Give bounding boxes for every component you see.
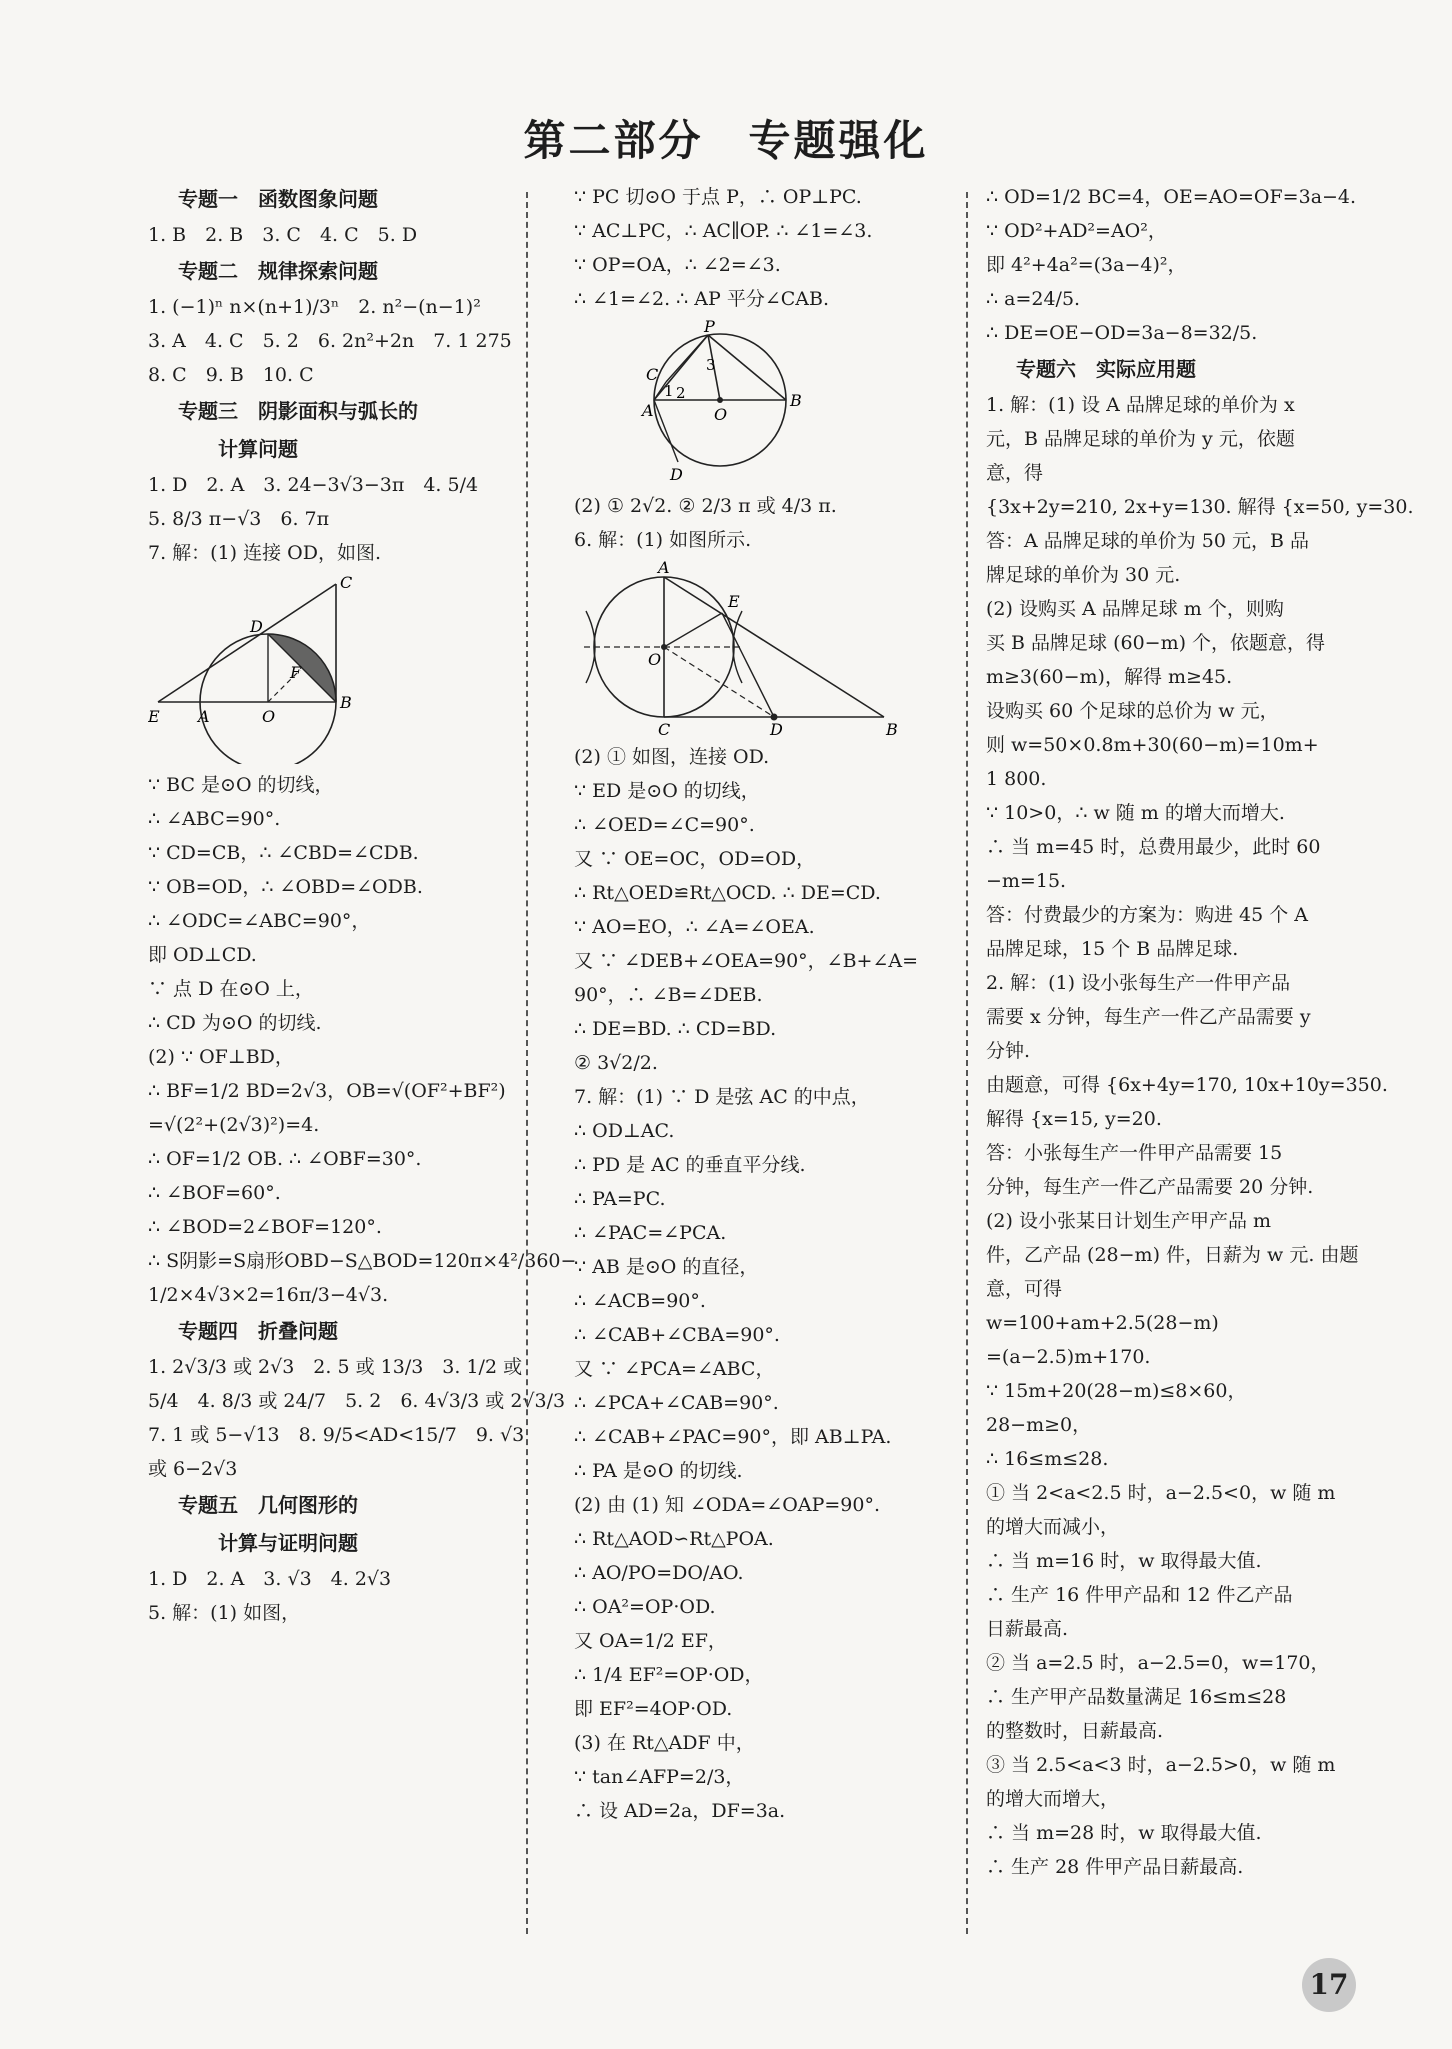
- answer-line: (2) 由 (1) 知 ∠ODA=∠OAP=90°.: [574, 1494, 880, 1516]
- answer-line: w=100+am+2.5(28−m): [986, 1312, 1219, 1334]
- answer-line: ∴ ∠BOD=2∠BOF=120°.: [148, 1216, 382, 1238]
- answer-line: 1. (−1)ⁿ n×(n+1)/3ⁿ 2. n²−(n−1)²: [148, 296, 481, 318]
- answer-line: 品牌足球，15 个 B 品牌足球.: [986, 938, 1239, 960]
- answer-line: ∴ ∠ODC=∠ABC=90°，: [148, 910, 371, 932]
- answer-line: ∴ OD⊥AC.: [574, 1120, 675, 1142]
- answer-line: 1 800.: [986, 768, 1047, 790]
- answer-line: 1. D 2. A 3. √3 4. 2√3: [148, 1568, 392, 1590]
- answer-line: 元，B 品牌足球的单价为 y 元，依题: [986, 428, 1295, 450]
- answer-line: 即 EF²=4OP·OD.: [574, 1698, 733, 1720]
- section-heading: 专题三 阴影面积与弧长的: [178, 399, 418, 423]
- answer-line: ∵ CD=CB，∴ ∠CBD=∠CDB.: [148, 842, 419, 864]
- page-title: 第二部分 专题强化: [523, 116, 929, 165]
- geometry-figure-tangent-semicircle: [148, 574, 448, 764]
- fig-label: C: [658, 720, 671, 736]
- fig-label: P: [704, 320, 715, 336]
- answer-line: 设购买 60 个足球的总价为 w 元，: [986, 700, 1279, 722]
- answer-line: (2) 设小张某日计划生产甲产品 m: [986, 1210, 1272, 1232]
- answer-line: 又 ∵ ∠PCA=∠ABC，: [574, 1358, 775, 1380]
- fig-label: 3: [706, 356, 716, 374]
- answer-line: ∵ OP=OA，∴ ∠2=∠3.: [574, 254, 781, 276]
- answer-line: ∴ ∠CAB+∠CBA=90°.: [574, 1324, 780, 1346]
- answer-line: ∴ ∠PAC=∠PCA.: [574, 1222, 727, 1244]
- answer-line: 7. 解：(1) ∵ D 是弦 AC 的中点，: [574, 1086, 870, 1108]
- answer-line: ∵ ED 是⊙O 的切线，: [574, 780, 760, 802]
- answer-line: ② 3√2/2.: [574, 1052, 658, 1074]
- answer-line: 3. A 4. C 5. 2 6. 2n²+2n 7. 1 275: [148, 330, 512, 352]
- answer-line: ∴ 1/4 EF²=OP·OD，: [574, 1664, 764, 1686]
- fig-label: B: [790, 391, 802, 410]
- answer-line: =√(2²+(2√3)²)=4.: [148, 1114, 320, 1136]
- answer-line: ∴ BF=1/2 BD=2√3，OB=√(OF²+BF²): [148, 1080, 506, 1102]
- answer-line: {3x+2y=210, 2x+y=130. 解得 {x=50, y=30.: [986, 496, 1414, 518]
- answer-line: ∵ 15m+20(28−m)≤8×60，: [986, 1380, 1247, 1402]
- fig-label: O: [262, 707, 276, 726]
- answer-line: 或 6−2√3: [148, 1458, 238, 1480]
- answer-line: ∵ 点 D 在⊙O 上，: [148, 978, 314, 1000]
- answer-line: 答：小张每生产一件甲产品需要 15: [986, 1142, 1283, 1164]
- column-right: [986, 180, 1414, 1884]
- answer-line: 即 OD⊥CD.: [148, 944, 257, 966]
- section-heading: 专题六 实际应用题: [1016, 357, 1196, 381]
- answer-line: (2) ① 如图，连接 OD.: [574, 746, 770, 768]
- answer-line: 意，可得: [986, 1278, 1063, 1300]
- fig-label: A: [642, 401, 654, 420]
- answer-line: −m=15.: [986, 870, 1067, 892]
- answer-line: ∴ ∠1=∠2. ∴ AP 平分∠CAB.: [574, 288, 829, 310]
- fig-label: C: [646, 365, 659, 384]
- answer-line: 8. C 9. B 10. C: [148, 364, 314, 386]
- answer-line: ∴ ∠ABC=90°.: [148, 808, 281, 830]
- section-heading: 专题二 规律探索问题: [178, 259, 378, 283]
- fig-label: D: [670, 465, 683, 484]
- answer-line: 需要 x 分钟，每生产一件乙产品需要 y: [986, 1006, 1311, 1028]
- answer-line: ∴ 生产甲产品数量满足 16≤m≤28: [986, 1686, 1287, 1708]
- answer-line: ∴ 设 AD=2a，DF=3a.: [574, 1800, 786, 1822]
- answer-line: ② 当 a=2.5 时，a−2.5=0，w=170，: [986, 1652, 1330, 1674]
- answer-line: ∵ tan∠AFP=2/3，: [574, 1766, 745, 1788]
- section-heading: 计算与证明问题: [178, 1531, 358, 1555]
- answer-line: 意，得: [986, 462, 1044, 484]
- answer-line: ∴ S阴影=S扇形OBD−S△BOD=120π×4²/360−: [148, 1250, 577, 1272]
- answer-line: 7. 解：(1) 连接 OD，如图.: [148, 542, 382, 564]
- answer-line: 答：A 品牌足球的单价为 50 元，B 品: [986, 530, 1310, 552]
- answer-line: ∴ Rt△AOD∽Rt△POA.: [574, 1528, 774, 1550]
- answer-line: ∴ DE=BD. ∴ CD=BD.: [574, 1018, 777, 1040]
- answer-line: ∴ ∠PCA+∠CAB=90°.: [574, 1392, 779, 1414]
- column-divider: [966, 192, 968, 1934]
- answer-line: ∴ OD=1/2 BC=4，OE=AO=OF=3a−4.: [986, 186, 1357, 208]
- fig-label: O: [714, 405, 728, 424]
- answer-line: 又 OA=1/2 EF，: [574, 1630, 727, 1652]
- section-heading: 计算问题: [178, 437, 298, 461]
- answer-line: 90°，∴ ∠B=∠DEB.: [574, 984, 763, 1006]
- section-heading: 专题四 折叠问题: [178, 1319, 338, 1343]
- fig-label: A: [658, 561, 670, 577]
- answer-line: (3) 在 Rt△ADF 中，: [574, 1732, 755, 1754]
- answer-line: ∴ AO/PO=DO/AO.: [574, 1562, 744, 1584]
- answer-line: 件，乙产品 (28−m) 件，日薪为 w 元. 由题: [986, 1244, 1359, 1266]
- answer-line: ∴ 当 m=16 时，w 取得最大值.: [986, 1550, 1262, 1572]
- answer-line: ∵ BC 是⊙O 的切线，: [148, 774, 334, 796]
- answer-line: 的增大而减小，: [986, 1516, 1120, 1538]
- section-heading: 专题一 函数图象问题: [178, 187, 378, 211]
- answer-line: ∴ DE=OE−OD=3a−8=32/5.: [986, 322, 1258, 344]
- answer-line: ∴ PA=PC.: [574, 1188, 666, 1210]
- answer-line: ∵ AB 是⊙O 的直径，: [574, 1256, 759, 1278]
- fig-label: O: [648, 650, 662, 669]
- answer-line: 5. 解：(1) 如图，: [148, 1602, 301, 1624]
- answer-line: ∴ ∠OED=∠C=90°.: [574, 814, 755, 836]
- answer-line: 的整数时，日薪最高.: [986, 1720, 1164, 1742]
- answer-line: ∴ 当 m=45 时，总费用最少，此时 60: [986, 836, 1321, 858]
- answer-line: 7. 1 或 5−√13 8. 9/5<AD<15/7 9. √3: [148, 1424, 525, 1446]
- answer-line: ∴ Rt△OED≌Rt△OCD. ∴ DE=CD.: [574, 882, 881, 904]
- answer-line: ∵ OD²+AD²=AO²，: [986, 220, 1167, 242]
- answer-line: 1. 2√3/3 或 2√3 2. 5 或 13/3 3. 1/2 或: [148, 1356, 523, 1378]
- answer-line: (2) ∵ OF⊥BD，: [148, 1046, 294, 1068]
- answer-line: 6. 解：(1) 如图所示.: [574, 529, 752, 551]
- answer-line: ∴ PD 是 AC 的垂直平分线.: [574, 1154, 806, 1176]
- column-divider: [526, 192, 528, 1934]
- answer-line: (2) 设购买 A 品牌足球 m 个，则购: [986, 598, 1284, 620]
- answer-line: 5/4 4. 8/3 或 24/7 5. 2 6. 4√3/3 或 2√3/3: [148, 1390, 566, 1412]
- answer-line: ∴ 生产 16 件甲产品和 12 件乙产品: [986, 1584, 1293, 1606]
- answer-line: ∴ 生产 28 件甲产品日薪最高.: [986, 1856, 1244, 1878]
- fig-label: 2: [676, 384, 686, 402]
- answer-line: ③ 当 2.5<a<3 时，a−2.5>0，w 随 m: [986, 1754, 1336, 1776]
- answer-line: =(a−2.5)m+170.: [986, 1346, 1151, 1368]
- answer-line: 5. 8/3 π−√3 6. 7π: [148, 508, 330, 530]
- fig-label: D: [250, 617, 263, 636]
- answer-line: 分钟.: [986, 1040, 1031, 1062]
- geometry-figure-right-triangle-circle: [574, 561, 914, 736]
- answer-line: ∵ AC⊥PC，∴ AC∥OP. ∴ ∠1=∠3.: [574, 220, 873, 242]
- answer-line: 1. B 2. B 3. C 4. C 5. D: [148, 224, 418, 246]
- answer-line: ∴ CD 为⊙O 的切线.: [148, 1012, 322, 1034]
- answer-line: 买 B 品牌足球 (60−m) 个，依题意，得: [986, 632, 1326, 654]
- answer-line: 分钟，每生产一件乙产品需要 20 分钟.: [986, 1176, 1314, 1198]
- fig-label: C: [340, 574, 353, 592]
- answer-line: 1. 解：(1) 设 A 品牌足球的单价为 x: [986, 394, 1295, 416]
- fig-label: B: [340, 693, 352, 712]
- answer-line: 1. D 2. A 3. 24−3√3−3π 4. 5/4: [148, 474, 479, 496]
- page-number: 17: [1302, 1958, 1356, 2012]
- answer-line: ∵ AO=EO，∴ ∠A=∠OEA.: [574, 916, 815, 938]
- answer-line: 则 w=50×0.8m+30(60−m)=10m+: [986, 734, 1319, 756]
- answer-line: ∴ ∠BOF=60°.: [148, 1182, 281, 1204]
- answer-line: 解得 {x=15, y=20.: [986, 1108, 1162, 1130]
- fig-label: E: [728, 592, 740, 611]
- answer-line: ∵ PC 切⊙O 于点 P，∴ OP⊥PC.: [574, 186, 862, 208]
- answer-line: 牌足球的单价为 30 元.: [986, 564, 1181, 586]
- fig-label: E: [148, 707, 160, 726]
- answer-line: ∴ ∠CAB+∠PAC=90°，即 AB⊥PA.: [574, 1426, 892, 1448]
- fig-label: D: [770, 720, 783, 736]
- answer-line: ∴ ∠ACB=90°.: [574, 1290, 706, 1312]
- answer-line: 又 ∵ OE=OC，OD=OD，: [574, 848, 816, 870]
- answer-line: ∴ PA 是⊙O 的切线.: [574, 1460, 743, 1482]
- answer-line: ∴ OA²=OP·OD.: [574, 1596, 716, 1618]
- column-middle: [574, 180, 952, 1828]
- answer-line: 2. 解：(1) 设小张每生产一件甲产品: [986, 972, 1291, 994]
- fig-label: 1: [664, 382, 674, 400]
- answer-line: ∴ OF=1/2 OB. ∴ ∠OBF=30°.: [148, 1148, 422, 1170]
- fig-label: F: [290, 663, 302, 682]
- answer-line: m≥3(60−m)，解得 m≥45.: [986, 666, 1233, 688]
- answer-line: 日薪最高.: [986, 1618, 1069, 1640]
- answer-line: ∴ 当 m=28 时，w 取得最大值.: [986, 1822, 1262, 1844]
- answer-line: 即 4²+4a²=(3a−4)²，: [986, 254, 1187, 276]
- column-left: [148, 180, 577, 1630]
- answer-line: ∴ 16≤m≤28.: [986, 1448, 1109, 1470]
- answer-line: 答：付费最少的方案为：购进 45 个 A: [986, 904, 1309, 926]
- geometry-figure-circle-tangent-pc: [574, 320, 814, 485]
- answer-line: ∵ 10>0，∴ w 随 m 的增大而增大.: [986, 802, 1285, 824]
- answer-line: 28−m≥0，: [986, 1414, 1092, 1436]
- answer-line: ① 当 2<a<2.5 时，a−2.5<0，w 随 m: [986, 1482, 1336, 1504]
- answer-line: ∵ OB=OD，∴ ∠OBD=∠ODB.: [148, 876, 423, 898]
- answer-line: ∴ a=24/5.: [986, 288, 1081, 310]
- answer-line: 又 ∵ ∠DEB+∠OEA=90°，∠B+∠A=: [574, 950, 919, 972]
- answer-line: 1/2×4√3×2=16π/3−4√3.: [148, 1284, 389, 1306]
- fig-label: B: [886, 720, 898, 736]
- answer-line: (2) ① 2√2. ② 2/3 π 或 4/3 π.: [574, 495, 837, 517]
- answer-line: 的增大而增大，: [986, 1788, 1120, 1810]
- section-heading: 专题五 几何图形的: [178, 1493, 358, 1517]
- answer-line: 由题意，可得 {6x+4y=170, 10x+10y=350.: [986, 1074, 1388, 1096]
- fig-label: A: [198, 707, 210, 726]
